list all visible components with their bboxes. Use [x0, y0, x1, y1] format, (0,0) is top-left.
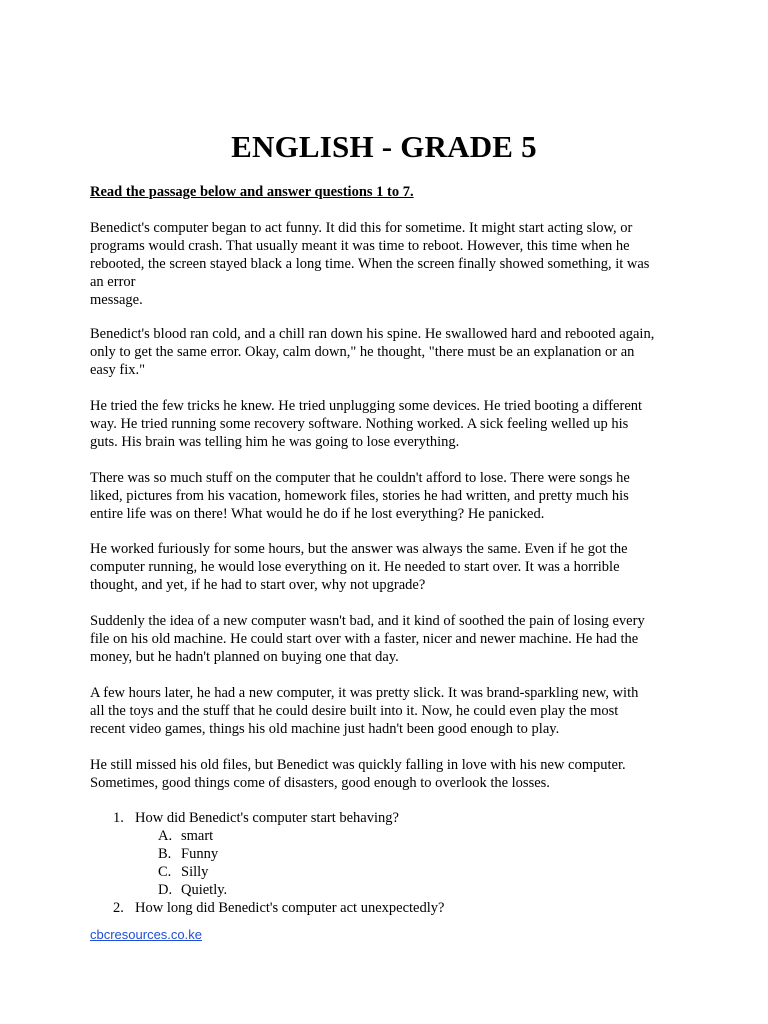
passage-line: A few hours later, he had a new computer, it was pretty slick. It was brand-sparkling new, with [90, 685, 639, 701]
passage-line: He worked furiously for some hours, but the answer was always the same. Even if he got the [90, 541, 628, 557]
question-1-option-b [158, 845, 218, 863]
option-letter: B. [158, 846, 172, 862]
passage-line: guts. His brain was telling him he was going to lose everything. [90, 434, 460, 450]
passage-line: There was so much stuff on the computer that he couldn't afford to lose. There were songs he [90, 470, 630, 486]
footer-link[interactable]: cbcresources.co.ke [90, 927, 202, 942]
question-1 [113, 809, 399, 827]
passage-line: liked, pictures from his vacation, homework files, stories he had written, and pretty much his [90, 488, 629, 504]
passage-line: thought, and yet, if he had to start over, why not upgrade? [90, 577, 426, 593]
passage-paragraph-1 [90, 219, 690, 309]
passage-line: He still missed his old files, but Benedict was quickly falling in love with his new computer. [90, 757, 626, 773]
option-text: smart [181, 828, 214, 844]
passage-paragraph-7 [90, 684, 690, 738]
passage-line: message. [90, 292, 143, 308]
option-letter: C. [158, 864, 172, 880]
passage-line: file on his old machine. He could start over with a faster, nicer and newer machine. He had the [90, 631, 639, 647]
option-text: Funny [181, 846, 219, 862]
passage-line: recent video games, things his old machine just hadn't been good enough to play. [90, 721, 560, 737]
option-letter: D. [158, 882, 173, 898]
question-text: How did Benedict's computer start behaving? [135, 810, 399, 826]
passage-line: way. He tried running some recovery software. Nothing worked. A sick feeling welled up his [90, 416, 629, 432]
passage-line: computer running, he would lose everything on it. He needed to start over. It was a horrible [90, 559, 620, 575]
passage-line: entire life was on there! What would he do if he lost everything? He panicked. [90, 506, 545, 522]
question-number: 2. [113, 900, 124, 916]
passage-paragraph-6 [90, 612, 690, 666]
passage-paragraph-3 [90, 397, 690, 451]
question-number: 1. [113, 810, 124, 826]
question-1-option-c [158, 863, 208, 881]
passage-paragraph-2 [90, 325, 690, 379]
passage-line: money, but he hadn't planned on buying one that day. [90, 649, 399, 665]
passage-line: an error [90, 274, 136, 290]
question-1-option-a [158, 827, 213, 845]
option-text: Quietly. [181, 882, 228, 898]
instructions: Read the passage below and answer questions 1 to 7. [90, 184, 414, 200]
passage-line: Benedict's computer began to act funny. It did this for sometime. It might start acting slow, or [90, 220, 633, 236]
passage-line: He tried the few tricks he knew. He tried unplugging some devices. He tried booting a different [90, 398, 643, 414]
passage-line: all the toys and the stuff that he could desire built into it. Now, he could even play the most [90, 703, 619, 719]
question-2 [113, 899, 444, 917]
passage-paragraph-4 [90, 469, 690, 523]
passage-paragraph-8 [90, 756, 690, 792]
question-text: How long did Benedict's computer act unexpectedly? [135, 900, 445, 916]
passage-line: Sometimes, good things come of disasters, good enough to overlook the losses. [90, 775, 550, 791]
passage-line: Benedict's blood ran cold, and a chill ran down his spine. He swallowed hard and rebooted again, [90, 326, 655, 342]
page-title: ENGLISH - GRADE 5 [231, 129, 537, 164]
question-1-option-d [158, 881, 227, 899]
option-text: Silly [181, 864, 209, 880]
passage-line: only to get the same error. Okay, calm down," he thought, "there must be an explanation or an [90, 344, 635, 360]
passage-line: easy fix." [90, 362, 146, 378]
passage-line: rebooted, the screen stayed black a long time. When the screen finally showed something, it was [90, 256, 650, 272]
passage-line: programs would crash. That usually meant it was time to reboot. However, this time when he [90, 238, 630, 254]
passage-line: Suddenly the idea of a new computer wasn't bad, and it kind of soothed the pain of losing every [90, 613, 645, 629]
passage-paragraph-5 [90, 540, 690, 594]
option-letter: A. [158, 828, 173, 844]
